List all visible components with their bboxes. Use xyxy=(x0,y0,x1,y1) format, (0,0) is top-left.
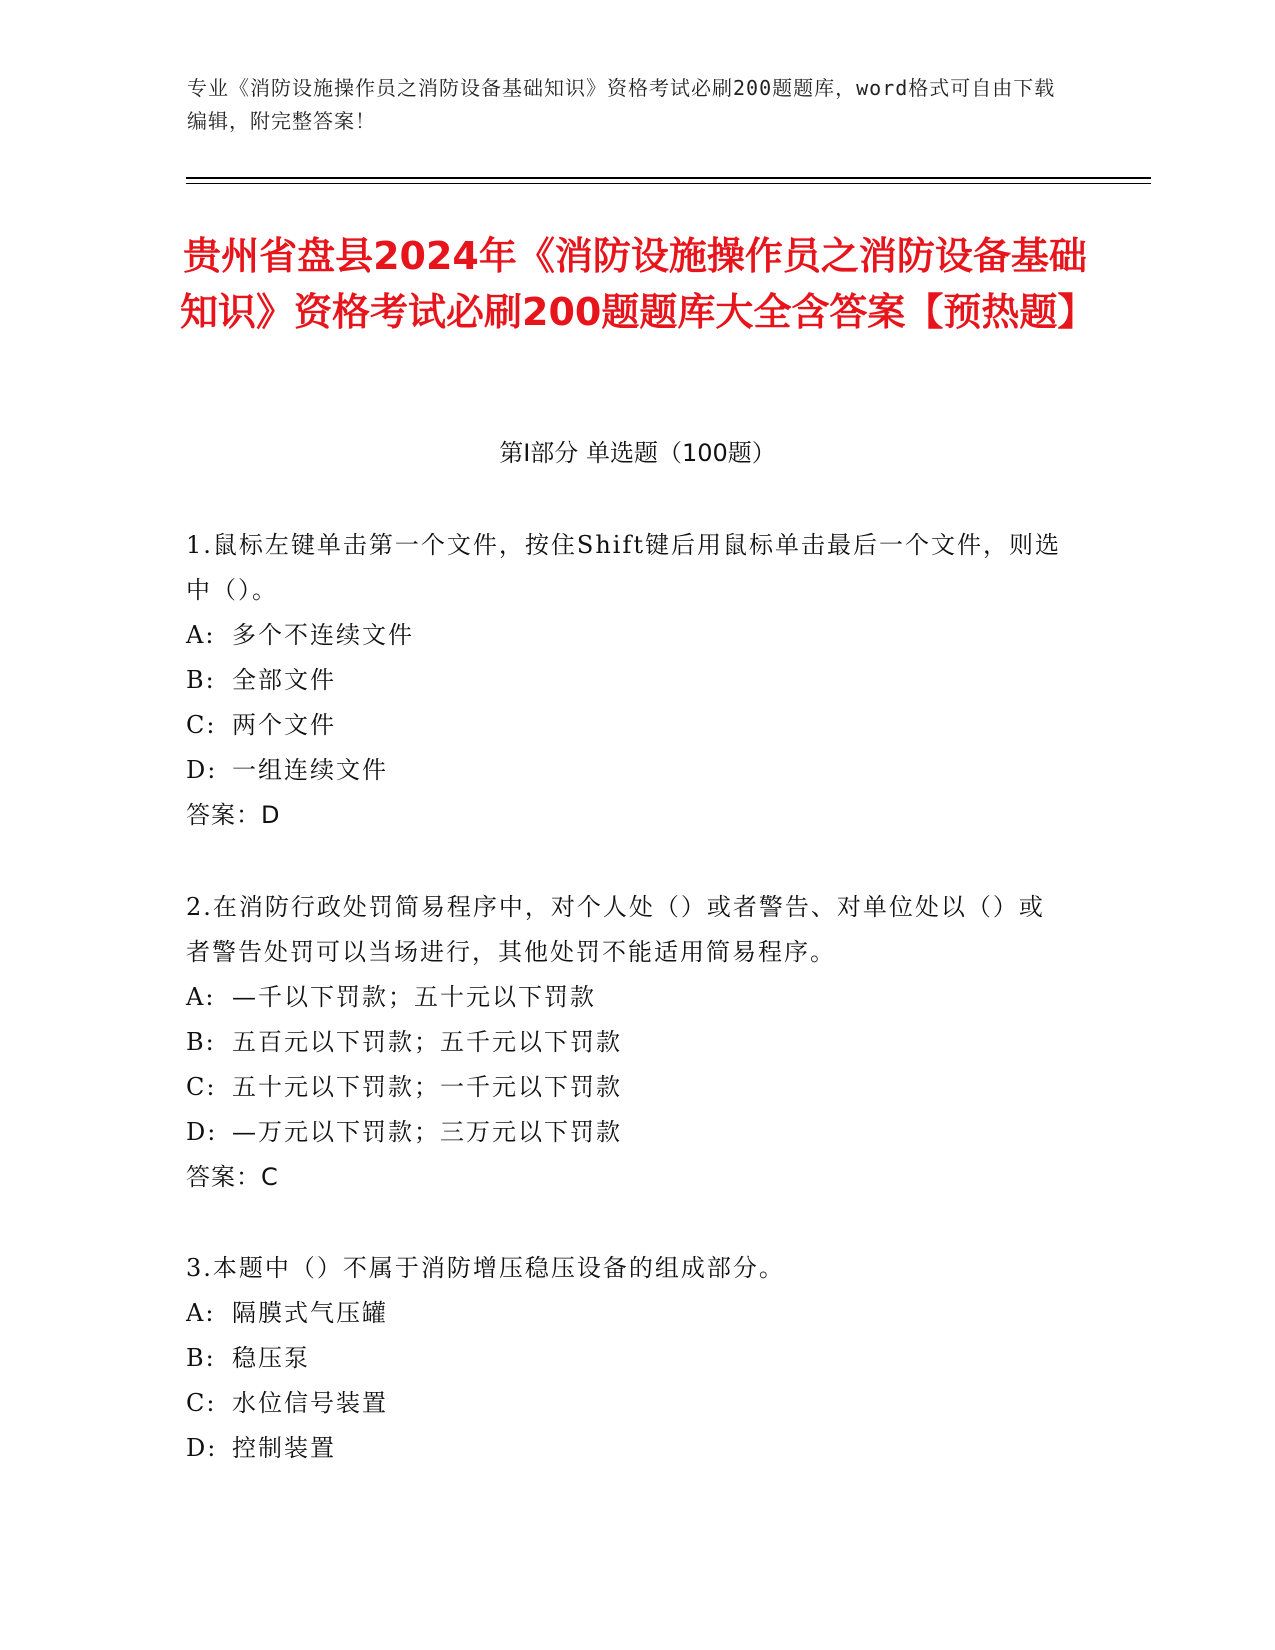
question-1 xyxy=(186,523,1066,838)
answer-line: 答案：D xyxy=(186,801,281,829)
option-c xyxy=(186,703,1066,748)
option-text: 两个文件 xyxy=(232,711,336,739)
option-a xyxy=(186,1291,1066,1336)
option-text: 全部文件 xyxy=(232,666,336,694)
option-text: 多个不连续文件 xyxy=(232,621,414,649)
header-divider-thick xyxy=(186,177,1151,179)
question-stem: 3.本题中（）不属于消防增压稳压设备的组成部分。 xyxy=(186,1254,785,1282)
option-letter: C: xyxy=(186,711,217,739)
document-title: 贵州省盘县2024年《消防设施操作员之消防设备基础知识》资格考试必刷200题题库大全含答案【预热题】 xyxy=(180,234,1096,334)
section-title: 第Ⅰ部分 单选题（100题） xyxy=(499,439,776,467)
option-text: 水位信号装置 xyxy=(232,1389,388,1417)
option-text: —万元以下罚款；三万元以下罚款 xyxy=(232,1118,622,1146)
header-note: 专业《消防设施操作员之消防设备基础知识》资格考试必刷200题题库，word格式可自由下载编辑，附完整答案！ xyxy=(187,76,1056,133)
option-letter: A: xyxy=(186,1299,216,1327)
option-b xyxy=(186,658,1066,703)
option-text: 五十元以下罚款；一千元以下罚款 xyxy=(232,1073,622,1101)
option-a xyxy=(186,975,1066,1020)
option-letter: D: xyxy=(186,756,218,784)
option-c xyxy=(186,1381,1066,1426)
option-d xyxy=(186,1110,1066,1155)
option-letter: D: xyxy=(186,1118,218,1146)
option-letter: C: xyxy=(186,1073,217,1101)
option-text: —千以下罚款；五十元以下罚款 xyxy=(232,983,596,1011)
option-letter: B: xyxy=(186,1344,216,1372)
option-letter: D: xyxy=(186,1434,218,1462)
option-c xyxy=(186,1065,1066,1110)
question-stem: 2.在消防行政处罚简易程序中，对个人处（）或者警告、对单位处以（）或者警告处罚可以当场进行，其他处罚不能适用简易程序。 xyxy=(186,893,1045,966)
option-letter: C: xyxy=(186,1389,217,1417)
option-b xyxy=(186,1020,1066,1065)
option-b xyxy=(186,1336,1066,1381)
option-letter: A: xyxy=(186,983,216,1011)
question-3 xyxy=(186,1246,1066,1471)
option-text: 一组连续文件 xyxy=(232,756,388,784)
question-2 xyxy=(186,885,1066,1200)
option-letter: B: xyxy=(186,666,216,694)
option-text: 五百元以下罚款；五千元以下罚款 xyxy=(232,1028,622,1056)
answer-line: 答案：C xyxy=(186,1163,279,1191)
option-a xyxy=(186,613,1066,658)
option-d xyxy=(186,1426,1066,1471)
question-stem: 1.鼠标左键单击第一个文件，按住Shift键后用鼠标单击最后一个文件，则选中（）。 xyxy=(186,531,1061,604)
option-text: 稳压泵 xyxy=(232,1344,310,1372)
option-letter: B: xyxy=(186,1028,216,1056)
option-text: 控制装置 xyxy=(232,1434,336,1462)
header-divider-thin xyxy=(186,183,1151,184)
option-letter: A: xyxy=(186,621,216,649)
option-text: 隔膜式气压罐 xyxy=(232,1299,388,1327)
option-d xyxy=(186,748,1066,793)
